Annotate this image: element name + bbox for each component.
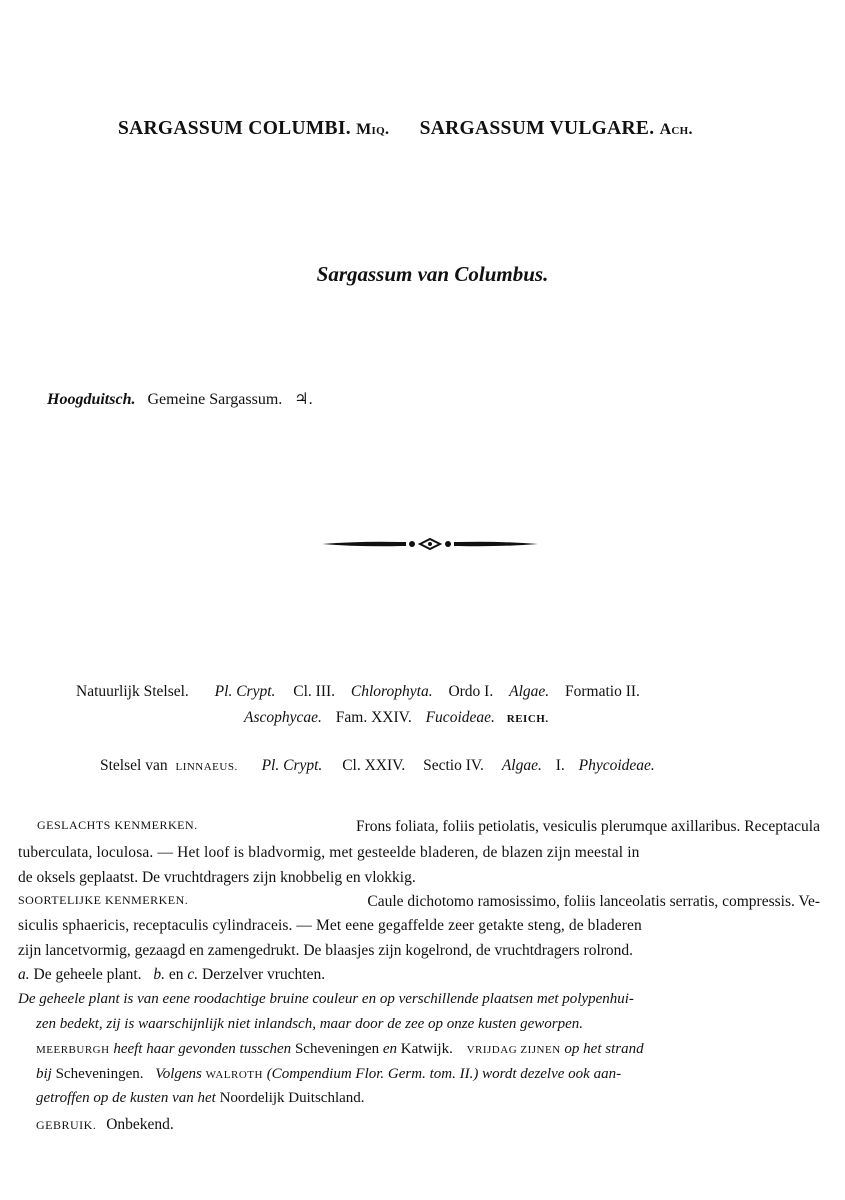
title-author-2: Ach.	[659, 121, 693, 138]
gebruik-label: GEBRUIK.	[36, 1118, 97, 1132]
fig-a: a.	[18, 966, 30, 983]
linnaeus-line	[100, 757, 655, 775]
geslachts-text-1: Frons foliata, foliis petiolatis, vesiculis plerumque axillaribus. Receptacula	[355, 818, 820, 835]
beschrijving-line-4	[36, 1066, 621, 1083]
geslachts-line-2: tuberculata, loculosa. — Het loof is bladvormig, met gesteelde bladeren, de blazen zijn meestal in	[18, 844, 640, 861]
natuurlijk-asco: Ascophycae.	[244, 709, 322, 726]
hoogduitsch-name: Gemeine Sargassum.	[147, 391, 283, 408]
geslachts-line-3: de oksels geplaatst. De vruchtdragers zijn knobbelig en vlokkig.	[18, 869, 416, 886]
subtitle: Sargassum van Columbus.	[316, 262, 549, 286]
soortelijke-text-1: Caule dichotomo ramosissimo, foliis lanceolatis serratis, compressis. Ve-	[367, 893, 820, 910]
besch-5b: Noordelijk Duitschland.	[219, 1090, 365, 1106]
besch-4b: Scheveningen.	[55, 1066, 144, 1082]
linnaeus-phyco: Phycoideae.	[578, 757, 655, 774]
hoogduitsch-label: Hoogduitsch.	[47, 391, 136, 408]
jupiter-symbol: ♃.	[294, 391, 313, 408]
beschrijving-line-2: zen bedekt, zij is waarschijnlijk niet inlandsch, maar door de zee op onze kusten geworpen.	[36, 1016, 584, 1032]
soortelijke-line-2: siculis sphaericis, receptaculis cylindraceis. — Met eene gegaffelde zeer getakte steng, de bladeren	[18, 917, 642, 934]
soortelijke-line-4	[18, 966, 325, 984]
besch-4c: Volgens	[155, 1066, 202, 1082]
vrijdag-zijnen: VRIJDAG ZIJNEN	[466, 1044, 561, 1056]
natuurlijk-cl: Cl. III.	[293, 683, 336, 700]
natuurlijk-algae: Algae.	[509, 683, 550, 700]
besch-4d: (Compendium Flor. Germ. tom. II.) wordt dezelve ook aan-	[266, 1066, 622, 1082]
natuurlijk-form: Formatio II.	[565, 683, 640, 700]
fig-c-text: Derzelver vruchten.	[202, 966, 326, 983]
linnaeus-sectio: Sectio IV.	[423, 757, 484, 774]
walroth: WALROTH	[205, 1069, 263, 1081]
soortelijke-line-3: zijn lancetvormig, gezaagd en zamengedrukt. De blaasjes zijn kogelrond, de vruchtdragers rolrond.	[18, 942, 634, 959]
meerburgh: MEERBURGH	[36, 1044, 110, 1056]
fig-b: b.	[153, 966, 166, 983]
title-author-1: Miq.	[356, 121, 390, 138]
besch-3c: en	[382, 1041, 397, 1057]
gebruik-line	[36, 1116, 174, 1134]
fig-en: en	[168, 966, 184, 983]
linnaeus-cl: Cl. XXIV.	[342, 757, 406, 774]
besch-3a: heeft haar gevonden tusschen	[113, 1041, 292, 1057]
natuurlijk-reich: REICH.	[506, 713, 549, 725]
beschrijving-line-1: De geheele plant is van eene roodachtige bruine couleur en op verschillende plaatsen met polypenhui-	[18, 991, 634, 1007]
besch-3b: Scheveningen	[294, 1041, 380, 1057]
geslachts-line-1	[37, 818, 820, 836]
natuurlijk-fam: Fam. XXIV.	[335, 709, 412, 726]
linnaeus-pl: Pl. Crypt.	[261, 757, 323, 774]
natuurlijk-ordo: Ordo I.	[448, 683, 494, 700]
soortelijke-label: SOORTELIJKE KENMERKEN.	[18, 893, 189, 907]
linnaeus-algae: Algae.	[501, 757, 542, 774]
beschrijving-line-5	[36, 1090, 365, 1107]
besch-3d: Katwijk.	[400, 1041, 453, 1057]
natuurlijk-fuco: Fucoideae.	[425, 709, 495, 726]
title-name-1: SARGASSUM COLUMBI.	[118, 118, 351, 139]
ornament-divider-icon	[320, 536, 540, 557]
natuurlijk-chlor: Chlorophyta.	[350, 683, 433, 700]
linnaeus-name: LINNAEUS.	[175, 761, 238, 773]
natuurlijk-label: Natuurlijk Stelsel.	[76, 683, 189, 700]
natuurlijk-pl: Pl. Crypt.	[214, 683, 276, 700]
beschrijving-line-3	[36, 1041, 644, 1058]
fig-a-text: De geheele plant.	[33, 966, 142, 983]
hoogduitsch-line	[47, 389, 313, 409]
besch-5a: getroffen op de kusten van het	[36, 1090, 216, 1106]
gebruik-value: Onbekend.	[106, 1116, 174, 1133]
soortelijke-line-1	[18, 893, 820, 911]
besch-3e: op het strand	[564, 1041, 644, 1057]
linnaeus-num: I.	[555, 757, 565, 774]
linnaeus-label: Stelsel van	[100, 757, 168, 774]
natuurlijk-line-1	[76, 683, 640, 701]
page-title	[118, 118, 693, 140]
besch-4a: bij	[36, 1066, 52, 1082]
natuurlijk-line-2	[244, 709, 549, 727]
fig-c: c.	[187, 966, 199, 983]
geslachts-label: GESLACHTS KENMERKEN.	[37, 818, 198, 832]
title-name-2: SARGASSUM VULGARE.	[419, 118, 655, 139]
